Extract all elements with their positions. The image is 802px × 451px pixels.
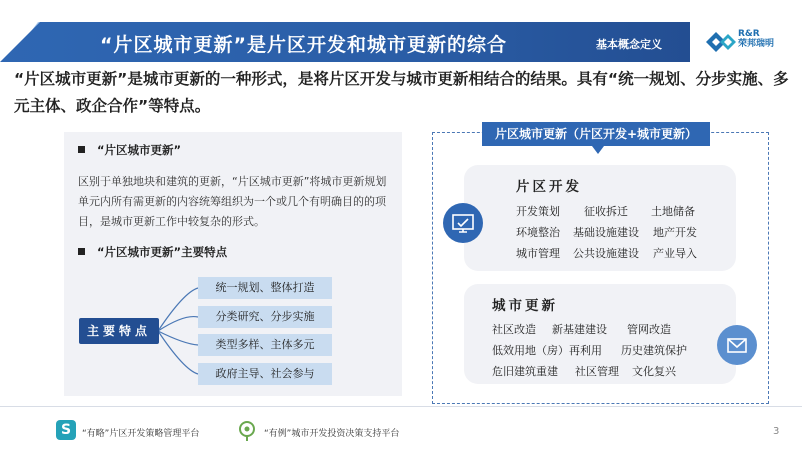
logo-text-line1: R&R: [738, 29, 760, 39]
page-number: 3: [773, 426, 780, 437]
card-item: 低效用地（房）再利用: [492, 344, 602, 357]
composition-title: 片区城市更新（片区开发+城市更新）: [482, 122, 710, 146]
card-item: 环境整治: [516, 226, 560, 239]
card-urban-renewal: [464, 284, 736, 384]
card-item: 开发策划: [516, 205, 560, 218]
logo-text: [738, 29, 774, 49]
card-item: 城市管理: [516, 247, 560, 260]
feature-item: 政府主导、社会参与: [198, 363, 332, 385]
logo-text-line2: 荣邦瑞明: [738, 39, 775, 49]
card-item: 管网改造: [627, 323, 671, 336]
strategy-platform-icon: S: [56, 420, 76, 440]
definition-text: 区别于单独地块和建筑的更新，“片区城市更新”将城市更新规划单元内所有需更新的内容统筹组织为一个或几个有明确目的的项目，是城市更新工作中较复杂的形式。: [78, 175, 387, 228]
definition-heading-text: “片区城市更新”: [97, 143, 182, 157]
mail-icon: [717, 325, 757, 365]
card-title: 片区开发: [516, 179, 582, 195]
footer-platform-2: “有例”城市开发投资决策支持平台: [264, 429, 400, 439]
section-tag: 基本概念定义: [596, 38, 662, 51]
card-item: 公共设施建设: [573, 247, 639, 260]
card-item: 土地储备: [651, 205, 695, 218]
bullet-icon: [78, 146, 85, 153]
card-item: 新基建建设: [552, 323, 607, 336]
features-heading: [78, 244, 227, 260]
intro-paragraph: “片区城市更新”是城市更新的一种形式，是将片区开发与城市更新相结合的结果。具有“统一规划、分步实施、多元主体、政企合作”等特点。: [14, 70, 789, 115]
card-area-development: [464, 165, 736, 271]
card-item: 产业导入: [653, 247, 697, 260]
monitor-icon: [443, 203, 483, 243]
card-item: 社区改造: [492, 323, 536, 336]
footer-divider: [0, 406, 802, 407]
card-item: 危旧建筑重建: [492, 365, 558, 378]
bullet-icon: [78, 248, 85, 255]
footer-platform-1: “有略”片区开发策略管理平台: [82, 429, 200, 439]
arrow-down-icon: [592, 146, 604, 154]
card-item: 历史建筑保护: [621, 344, 687, 357]
card-item: 基础设施建设: [573, 226, 639, 239]
card-item: 社区管理: [575, 365, 619, 378]
card-title: 城市更新: [492, 298, 558, 314]
feature-item: 分类研究、分步实施: [198, 306, 332, 328]
definition-heading: [78, 142, 181, 158]
features-heading-text: “片区城市更新”主要特点: [97, 245, 228, 259]
feature-item: 类型多样、主体多元: [198, 334, 332, 356]
main-features-label: 主要特点: [79, 318, 159, 344]
page-title: “片区城市更新”是片区开发和城市更新的综合: [100, 34, 507, 56]
card-item: 地产开发: [653, 226, 697, 239]
card-item: 文化复兴: [632, 365, 676, 378]
location-pin-icon: [236, 420, 258, 442]
definition-panel: [64, 132, 402, 396]
feature-item: 统一规划、整体打造: [198, 277, 332, 299]
card-item: 征收拆迁: [584, 205, 628, 218]
